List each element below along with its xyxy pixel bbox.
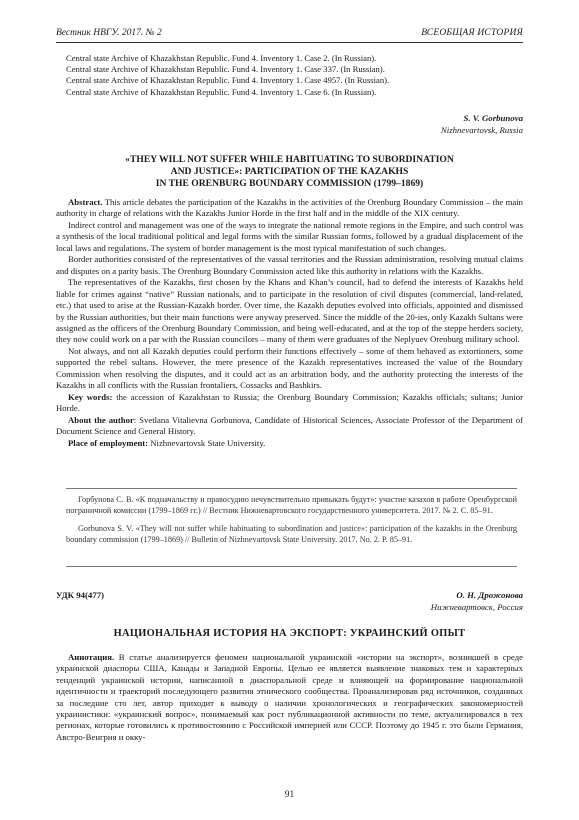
author-block-ru xyxy=(431,590,523,613)
abstract-paragraph: The representatives of the Kazakhs, first chosen by the Khans and Khan’s council, had to defend the interests of Kazakhs held liable for crimes against “native” Russian nationals, and to participate in the resolution of civil disputes (commercial, land-related, etc.) that used to arise at the Russian-Kazakh border. Over time, the Kazakh deputies evolved into officials, appointed and dismissed by the Russian authorities, but their main functions were anyway preserved. Since the middle of the 20-ies, only Kazakh Sultans were assigned as the officers of the Orenburg Boundary Commission, and being well-educated, and at the top of the steppe herders society, they now could work on a par with the Russian councilors – many of them were graduates of the Neplyuev Orenburg military school. xyxy=(56,277,523,345)
reference-list xyxy=(66,53,526,98)
citation-en: Gorbunova S. V. «They will not suffer while habituating to subordination and justice»: participation of the kazakhs in the Orenburg boundary commission (1799–1869) // Bulletin of Nizhnevartovsk State University. 2017. No. 2. P. 85–91. xyxy=(66,524,517,544)
abstract-paragraph: Аннотация. В статье анализируется феномен национальной украинской «истории на экспорт», возникшей в среде украинской диаспоры США, Канады и Западной Европы. Целью ее является выявление знаковых тем и характерных тенденций украинской истории, написанной в диаспоральной среде и влияющей на формирование национальной идентичности и траекторий последующего развития этнического сообщества. Проанализировав ряд источников, созданных за последние сто лет, автор приходит к выводу о наличии хронологических и географических закономерностей украинистики: «украинский вопрос», понимаемый как рост публикационной активности по теме, актуализировался в тех регионах, которые готовились к противостоянию с Российской империей или СССР. Поэтому до 1945 г. это были Германия, Австро-Венгрия и окку- xyxy=(56,652,523,742)
citation-rule-top xyxy=(66,488,517,489)
article-title-ru: НАЦИОНАЛЬНАЯ ИСТОРИЯ НА ЭКСПОРТ: УКРАИНСКИЙ ОПЫТ xyxy=(113,628,466,639)
title-line: IN THE ORENBURG BOUNDARY COMMISSION (1799–1869) xyxy=(155,178,424,190)
reference-item: Central state Archive of Khazakhstan Republic. Fund 4. Inventory 1. Case 6. (In Russian). xyxy=(66,86,377,97)
title-line: AND JUSTICE»: PARTICIPATION OF THE KAZAKHS xyxy=(170,166,409,178)
place-label: Place of employment: xyxy=(68,437,149,448)
author-city: Нижневартовск, Россия xyxy=(430,601,523,612)
title-line: «THEY WILL NOT SUFFER WHILE HABITUATING TO SUBORDINATION xyxy=(125,154,454,165)
citation-ru: Горбунова С. В. «К подначальству и правосудию нечувствительно привыкать будут»: участие казахов в работе Оренбургской пограничной комиссии (1799–1869 гг.) // Вестник Нижневартовского государственного университета. 2017. № 2. С. 85–91. xyxy=(66,495,517,515)
about-author: About the author: Svetlana Vitalievna Gorbunova, Candidate of Historical Sciences, Associate Professor of the Department of Document Science and General History. xyxy=(56,414,523,437)
page-number: 91 xyxy=(284,790,295,800)
reference-item: Central state Archive of Khazakhstan Republic. Fund 4. Inventory 1. Case 4957. (In Russian). xyxy=(66,75,390,86)
author-name: О. Н. Дрожонова xyxy=(456,590,523,600)
abstract-paragraph: Not always, and not all Kazakh deputies could perform their functions effectively – some of them behaved as extortioners, some supported the rebel sultans. However, the mere presence of the Kazakh representatives increased the value of the Boundary Commission when resolving the disputes, and it could act as an arbitration body, and the authority protecting the interests of the Kazakhs in all conflicts with the Russian frontaliers, Cossacks and Bashkirs. xyxy=(56,345,523,391)
author-name: S. V. Gorbunova xyxy=(463,113,523,123)
header-rule xyxy=(56,42,523,43)
abstract-en xyxy=(56,197,523,449)
abstract-paragraph: Indirect control and management was one of the ways to integrate the national remote regions in the Empire, and such control was a synthesis of the local traditional political and legal forms with the similar Russian forms, followed by a gradual displacement of the local laws and regulations. The system of border management is the most typical manifestation of such changes. xyxy=(56,219,523,253)
reference-item: Central state Archive of Khazakhstan Republic. Fund 4. Inventory 1. Case 337. (In Russian). xyxy=(66,64,385,75)
udc-code: УДК 94(477) xyxy=(56,590,105,600)
about-label: About the author xyxy=(68,414,134,425)
keywords: Key words: the accession of Kazakhstan to Russia; the Orenburg Boundary Commission; Kazakhs officials; sultans; Junior Horde. xyxy=(56,391,524,414)
section-header: ВСЕОБЩАЯ ИСТОРИЯ xyxy=(421,28,523,38)
citation-box xyxy=(66,495,517,553)
reference-item: Central state Archive of Khazakhstan Republic. Fund 4. Inventory 1. Case 2. (In Russian). xyxy=(66,53,377,63)
journal-header: Вестник НВГУ. 2017. № 2 xyxy=(56,28,162,38)
article-title-en xyxy=(56,154,523,191)
citation-rule-bottom xyxy=(66,566,517,567)
abstract-label: Abstract. xyxy=(68,197,103,207)
author-city: Nizhnevartovsk, Russia xyxy=(440,124,523,135)
abstract-paragraph: Abstract. This article debates the participation of the Kazakhs in the activities of the Orenburg Boundary Commission – the main authority in charge of relations with the Kazakhs Junior Horde in the first half and in the middle of the XIX century. xyxy=(56,197,523,219)
abstract-paragraph: Border authorities consisted of the representatives of the vassal territories and the Russian administration, resolving mutual claims and disputes on a parity basis. The Orenburg Boundary Commission acted like this authority in relations with the Kazakhs. xyxy=(56,254,523,276)
place-of-employment: Place of employment: Nizhnevartovsk State University. xyxy=(68,437,266,448)
keywords-label: Key words: xyxy=(68,391,113,402)
author-block-en xyxy=(441,113,523,136)
abstract-ru xyxy=(56,652,523,743)
abstract-label: Аннотация. xyxy=(68,652,115,662)
